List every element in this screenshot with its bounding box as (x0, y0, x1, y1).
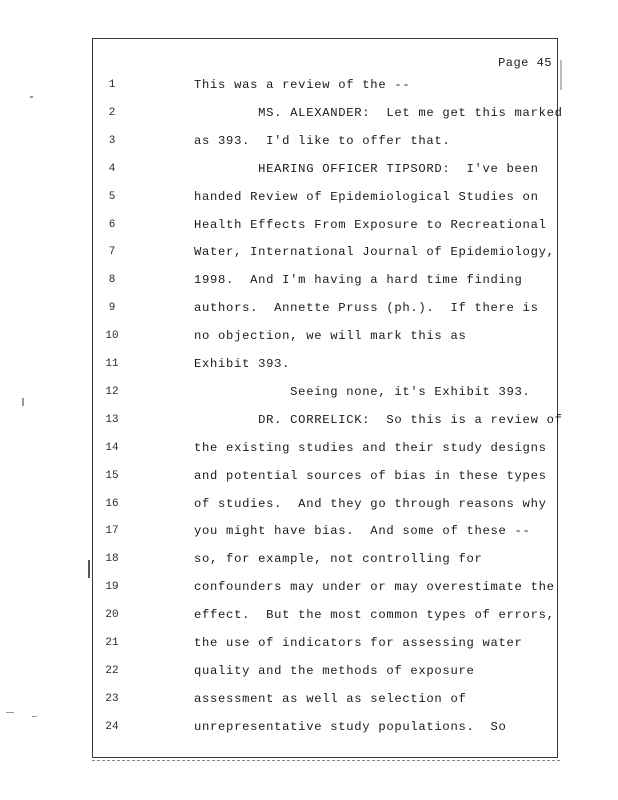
transcript-line: so, for example, not controlling for (194, 552, 483, 566)
line-number: 7 (108, 246, 116, 258)
line-number: 6 (108, 219, 116, 231)
page-bottom-edge (92, 760, 560, 764)
margin-tick (88, 560, 90, 578)
line-number: 11 (105, 358, 119, 370)
line-number: 2 (108, 107, 116, 119)
transcript-line: you might have bias. And some of these -- (194, 524, 531, 538)
transcript-line: handed Review of Epidemiological Studies on (194, 190, 539, 204)
transcript-line: the use of indicators for assessing water (194, 636, 523, 650)
page-number: Page 45 (498, 56, 552, 70)
line-number: 4 (108, 163, 116, 175)
line-number: 10 (105, 330, 119, 342)
line-number: 1 (108, 79, 116, 91)
line-number: 15 (105, 470, 119, 482)
line-number: 23 (105, 693, 119, 705)
transcript-line: confounders may under or may overestimate the (194, 580, 555, 594)
line-number: 24 (105, 721, 119, 733)
line-number: 13 (105, 414, 119, 426)
transcript-line: This was a review of the -- (194, 78, 411, 92)
transcript-line: assessment as well as selection of (194, 692, 467, 706)
transcript-line: Water, International Journal of Epidemiology, (194, 245, 555, 259)
line-number: 3 (108, 135, 116, 147)
transcript-line: authors. Annette Pruss (ph.). If there is (194, 301, 539, 315)
transcript-line: as 393. I'd like to offer that. (194, 134, 451, 148)
transcript-line: Exhibit 393. (194, 357, 291, 371)
transcript-line: HEARING OFFICER TIPSORD: I've been (194, 162, 539, 176)
transcript-line: the existing studies and their study designs (194, 441, 547, 455)
scan-speck (22, 398, 24, 406)
transcript-line: effect. But the most common types of errors, (194, 608, 555, 622)
line-number: 22 (105, 665, 119, 677)
line-number: 16 (105, 498, 119, 510)
line-number: 9 (108, 302, 116, 314)
transcript-line: 1998. And I'm having a hard time finding (194, 273, 523, 287)
transcript-line: MS. ALEXANDER: Let me get this marked (194, 106, 563, 120)
line-number: 14 (105, 442, 119, 454)
margin-tick (560, 60, 562, 90)
transcript-line: and potential sources of bias in these types (194, 469, 547, 483)
line-number: 21 (105, 637, 119, 649)
scan-speck (32, 716, 37, 717)
transcript-line: unrepresentative study populations. So (194, 720, 507, 734)
transcript-line: of studies. And they go through reasons why (194, 497, 547, 511)
line-number: 17 (105, 525, 119, 537)
transcript-line: Health Effects From Exposure to Recreational (194, 218, 547, 232)
transcript-line: quality and the methods of exposure (194, 664, 475, 678)
line-number: 12 (105, 386, 119, 398)
transcript-line: DR. CORRELICK: So this is a review of (194, 413, 563, 427)
line-number: 8 (108, 274, 116, 286)
transcript-line: no objection, we will mark this as (194, 329, 467, 343)
transcript-line: Seeing none, it's Exhibit 393. (194, 385, 531, 399)
scan-speck (6, 712, 14, 713)
line-number: 18 (105, 553, 119, 565)
line-number: 20 (105, 609, 119, 621)
line-number: 19 (105, 581, 119, 593)
scan-speck (30, 96, 33, 98)
line-number: 5 (108, 191, 116, 203)
